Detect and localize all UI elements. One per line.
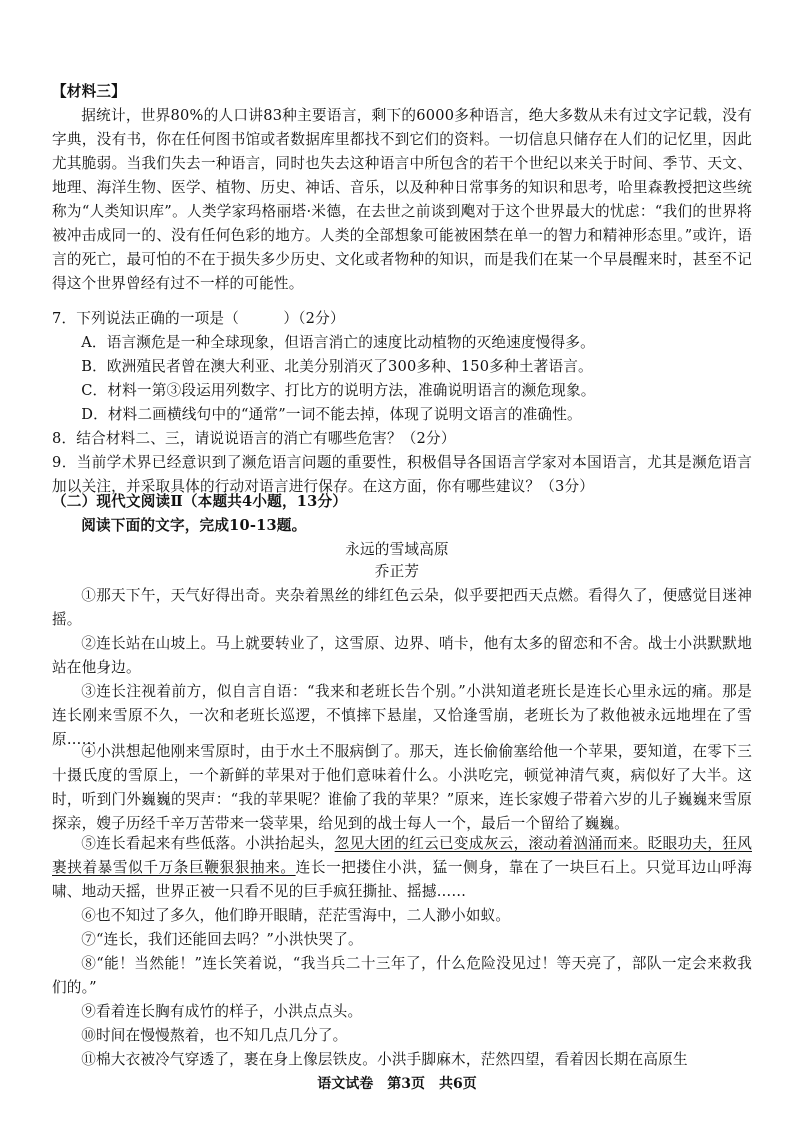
question-7-option-c: C．材料一第③段运用列数字、打比方的说明方法，准确说明语言的濒危现象。: [81, 382, 596, 399]
story-paragraph-5: [52, 832, 752, 904]
question-7: 7．下列说法正确的一项是（ ）（2分）: [52, 310, 345, 327]
question-7-option-a: A．语言濒危是一种全球现象，但语言消亡的速度比动植物的灭绝速度慢得多。: [81, 334, 595, 351]
story-paragraph-6: ⑥也不知过了多久，他们睁开眼睛，茫茫雪海中，二人渺小如蚁。: [81, 907, 511, 924]
section-2-heading: （二）现代文阅读Ⅱ（本题共4小题，13分）: [52, 493, 348, 510]
material3-paragraph: 据统计，世界80%的人口讲83种主要语言，剩下的6000多种语言，绝大多数从未有过文字记载，没有字典，没有书，你在任何图书馆或者数据库里都找不到它们的资料。一切信息只储存在人们的记忆里，因此尤其脆弱。当我们失去一种语言，同时也失去这种语言中所包含的若干个世纪以来关于时间、季节、天文、地理、海洋生物、医学、植物、历史、神话、音乐，以及种种日常事务的知识和思考，哈里森教授把这些统称为“人类知识库”。人类学家玛格丽塔·米德，在去世之前谈到飑对于这个世界最大的忧虑：“我们的世界将被冲击成同一的、没有任何色彩的地方。人类的全部想象可能被困禁在单一的智力和精神形态里。”或许，语言的死亡，最可怕的不在于损失多少历史、文化或者物种的知识，而是我们在某一个早晨醒来时，甚至不记得这个世界曾经有过不一样的可能性。: [52, 107, 752, 292]
section-2-instruction: 阅读下面的文字，完成10-13题。: [81, 517, 307, 534]
story-paragraph-9: ⑨看着连长胸有成竹的样子，小洪点点头。: [81, 1003, 363, 1020]
story-paragraph-4: ④小洪想起他刚来雪原时，由于水土不服病倒了。那天，连长偷偷塞给他一个苹果，要知道，在零下三十摄氏度的雪原上，一个新鲜的苹果对于他们意味着什么。小洪吃完，顿觉神清气爽，病似好了大半。这时，听到门外巍巍的哭声：“我的苹果呢？谁偷了我的苹果？”原来，连长家嫂子带着六岁的儿子巍巍来雪原探亲，嫂子历经千辛万苦带来一袋苹果，给见到的战士每人一个，最后一个留给了巍巍。: [52, 743, 752, 832]
question-7-option-b: B．欧洲殖民者曾在澳大利亚、北美分别消灭了300多种、150多种土著语言。: [81, 358, 593, 375]
underlined-sentence: 忽见大团的红云已变成灰云，滚动着汹涌而来。眨眼功夫，狂风裹挟着暴雪似千万条巨鞭狠狠抽来。: [52, 835, 752, 876]
question-7-option-d: D．材料二画横线句中的“通常”一词不能去掉，体现了说明文语言的准确性。: [81, 406, 582, 423]
story-paragraph-1: ①那天下午，天气好得出奇。夹杂着黑丝的绯红色云朵，似乎要把西天点燃。看得久了，便感觉目迷神摇。: [52, 587, 752, 628]
story-title: 永远的雪域高原: [345, 541, 449, 558]
story-author: 乔正芳: [374, 563, 420, 580]
story-paragraph-8: ⑧“能！当然能！”连长笑着说，“我当兵二十三年了，什么危险没见过！等天亮了，部队一定会来救我们的。”: [52, 955, 752, 996]
story-paragraph-5-start: ⑤连长看起来有些低落。小洪抬起头，: [81, 835, 335, 852]
question-8: 8．结合材料二、三，请说说语言的消亡有哪些危害？（2分）: [52, 430, 456, 447]
material3-heading: 【材料三】: [52, 83, 126, 100]
question-9: 9．当前学术界已经意识到了濒危语言问题的重要性，积极倡导各国语言学家对本国语言，尤其是濒危语言加以关注，并采取具体的行动对语言进行保存。在这方面，你有哪些建议？（3分）: [52, 454, 752, 495]
story-paragraph-7: ⑦“连长，我们还能回去吗？”小洪快哭了。: [81, 931, 363, 948]
story-paragraph-2: ②连长站在山坡上。马上就要转业了，这雪原、边界、哨卡，他有太多的留恋和不舍。战士小洪默默地站在他身边。: [52, 635, 752, 676]
page-footer: 语文试卷 第3页 共6页: [317, 1076, 477, 1092]
story-paragraph-3: ③连长注视着前方，似自言自语：“我来和老班长告个别。”小洪知道老班长是连长心里永远的痛。那是连长刚来雪原不久，一次和老班长巡逻，不慎摔下悬崖，又恰逢雪崩，老班长为了救他被永远地埋在了雪原……: [52, 683, 752, 748]
story-paragraph-5-end: 连长一把搂住小洪，猛一侧身，靠在了一块巨石上。只觉耳边山呼海啸、地动天摇，世界正被一只看不见的巨手疯狂撕扯、摇撼……: [52, 859, 752, 900]
story-paragraph-10: ⑩时间在慢慢熬着，也不知几点几分了。: [81, 1027, 348, 1044]
story-paragraph-11: ⑪棉大衣被冷气穿透了，裹在身上像层铁皮。小洪手脚麻木，茫然四望，看着因长期在高原生: [81, 1051, 688, 1068]
